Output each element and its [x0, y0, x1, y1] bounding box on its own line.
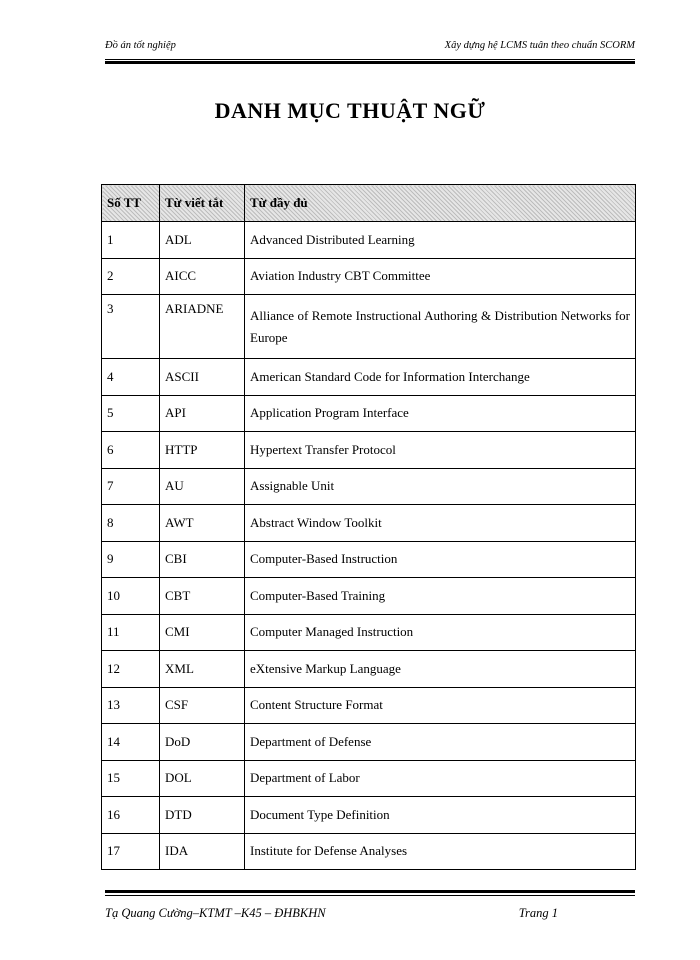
- row-number-cell: 7: [102, 468, 160, 505]
- abbreviation-cell: ADL: [160, 222, 245, 259]
- table-row: [102, 541, 636, 578]
- table-row: [102, 651, 636, 688]
- full-term-cell: Hypertext Transfer Protocol: [245, 432, 636, 469]
- footer-rule-thin: [105, 895, 635, 896]
- full-term-cell: Computer-Based Training: [245, 578, 636, 615]
- abbreviation-cell: CMI: [160, 614, 245, 651]
- column-header-abbreviation: Từ viết tắt: [160, 185, 245, 222]
- glossary-table: [101, 184, 636, 870]
- table-row: [102, 578, 636, 615]
- table-row: [102, 687, 636, 724]
- full-term-cell: Assignable Unit: [245, 468, 636, 505]
- abbreviation-cell: API: [160, 395, 245, 432]
- page-header: [105, 40, 635, 58]
- column-header-full-term: Từ đầy đủ: [245, 185, 636, 222]
- abbreviation-cell: IDA: [160, 833, 245, 870]
- row-number-cell: 1: [102, 222, 160, 259]
- row-number-cell: 12: [102, 651, 160, 688]
- table-row: [102, 724, 636, 761]
- table-row: [102, 797, 636, 834]
- row-number-cell: 17: [102, 833, 160, 870]
- abbreviation-cell: AICC: [160, 258, 245, 295]
- full-term-cell: Department of Labor: [245, 760, 636, 797]
- full-term-cell: Computer-Based Instruction: [245, 541, 636, 578]
- header-right-text: Xây dựng hệ LCMS tuân theo chuẩn SCORM: [444, 40, 635, 51]
- full-term-cell: Content Structure Format: [245, 687, 636, 724]
- page-footer: [105, 906, 635, 924]
- footer-page-number: Trang 1: [518, 906, 558, 920]
- row-number-cell: 14: [102, 724, 160, 761]
- header-rule-thin: [105, 59, 635, 60]
- row-number-cell: 11: [102, 614, 160, 651]
- table-header-row: [102, 185, 636, 222]
- row-number-cell: 10: [102, 578, 160, 615]
- full-term-cell: Aviation Industry CBT Committee: [245, 258, 636, 295]
- abbreviation-cell: ASCII: [160, 359, 245, 396]
- row-number-cell: 13: [102, 687, 160, 724]
- row-number-cell: 16: [102, 797, 160, 834]
- full-term-cell: Institute for Defense Analyses: [245, 833, 636, 870]
- row-number-cell: 9: [102, 541, 160, 578]
- row-number-cell: 8: [102, 505, 160, 542]
- table-row: [102, 614, 636, 651]
- table-row: [102, 222, 636, 259]
- abbreviation-cell: ARIADNE: [160, 295, 245, 359]
- abbreviation-cell: CBI: [160, 541, 245, 578]
- table-row: [102, 258, 636, 295]
- row-number-cell: 15: [102, 760, 160, 797]
- table-row: [102, 395, 636, 432]
- row-number-cell: 5: [102, 395, 160, 432]
- full-term-cell: Department of Defense: [245, 724, 636, 761]
- table-row: [102, 760, 636, 797]
- footer-rule-thick: [105, 890, 635, 893]
- table-row: [102, 432, 636, 469]
- table-row: [102, 359, 636, 396]
- table-row: [102, 505, 636, 542]
- footer-author: Tạ Quang Cường–KTMT –K45 – ĐHBKHN: [105, 906, 326, 920]
- table-row: [102, 295, 636, 359]
- row-number-cell: 2: [102, 258, 160, 295]
- column-header-number: Số TT: [102, 185, 160, 222]
- row-number-cell: 6: [102, 432, 160, 469]
- abbreviation-cell: AU: [160, 468, 245, 505]
- table-row: [102, 833, 636, 870]
- abbreviation-cell: HTTP: [160, 432, 245, 469]
- full-term-cell: Computer Managed Instruction: [245, 614, 636, 651]
- abbreviation-cell: DoD: [160, 724, 245, 761]
- page-title: DANH MỤC THUẬT NGỮ: [214, 98, 486, 123]
- row-number-cell: 3: [102, 295, 160, 359]
- row-number-cell: 4: [102, 359, 160, 396]
- full-term-cell: Alliance of Remote Instructional Authoring & Distribution Networks for Europe: [245, 295, 636, 359]
- table-row: [102, 468, 636, 505]
- header-left-text: Đồ án tốt nghiệp: [105, 40, 176, 51]
- abbreviation-cell: CSF: [160, 687, 245, 724]
- full-term-cell: Document Type Definition: [245, 797, 636, 834]
- abbreviation-cell: DOL: [160, 760, 245, 797]
- abbreviation-cell: CBT: [160, 578, 245, 615]
- full-term-cell: eXtensive Markup Language: [245, 651, 636, 688]
- full-term-cell: Abstract Window Toolkit: [245, 505, 636, 542]
- abbreviation-cell: AWT: [160, 505, 245, 542]
- header-rule-thick: [105, 61, 635, 64]
- full-term-cell: Application Program Interface: [245, 395, 636, 432]
- abbreviation-cell: XML: [160, 651, 245, 688]
- full-term-cell: Advanced Distributed Learning: [245, 222, 636, 259]
- abbreviation-cell: DTD: [160, 797, 245, 834]
- full-term-cell: American Standard Code for Information Interchange: [245, 359, 636, 396]
